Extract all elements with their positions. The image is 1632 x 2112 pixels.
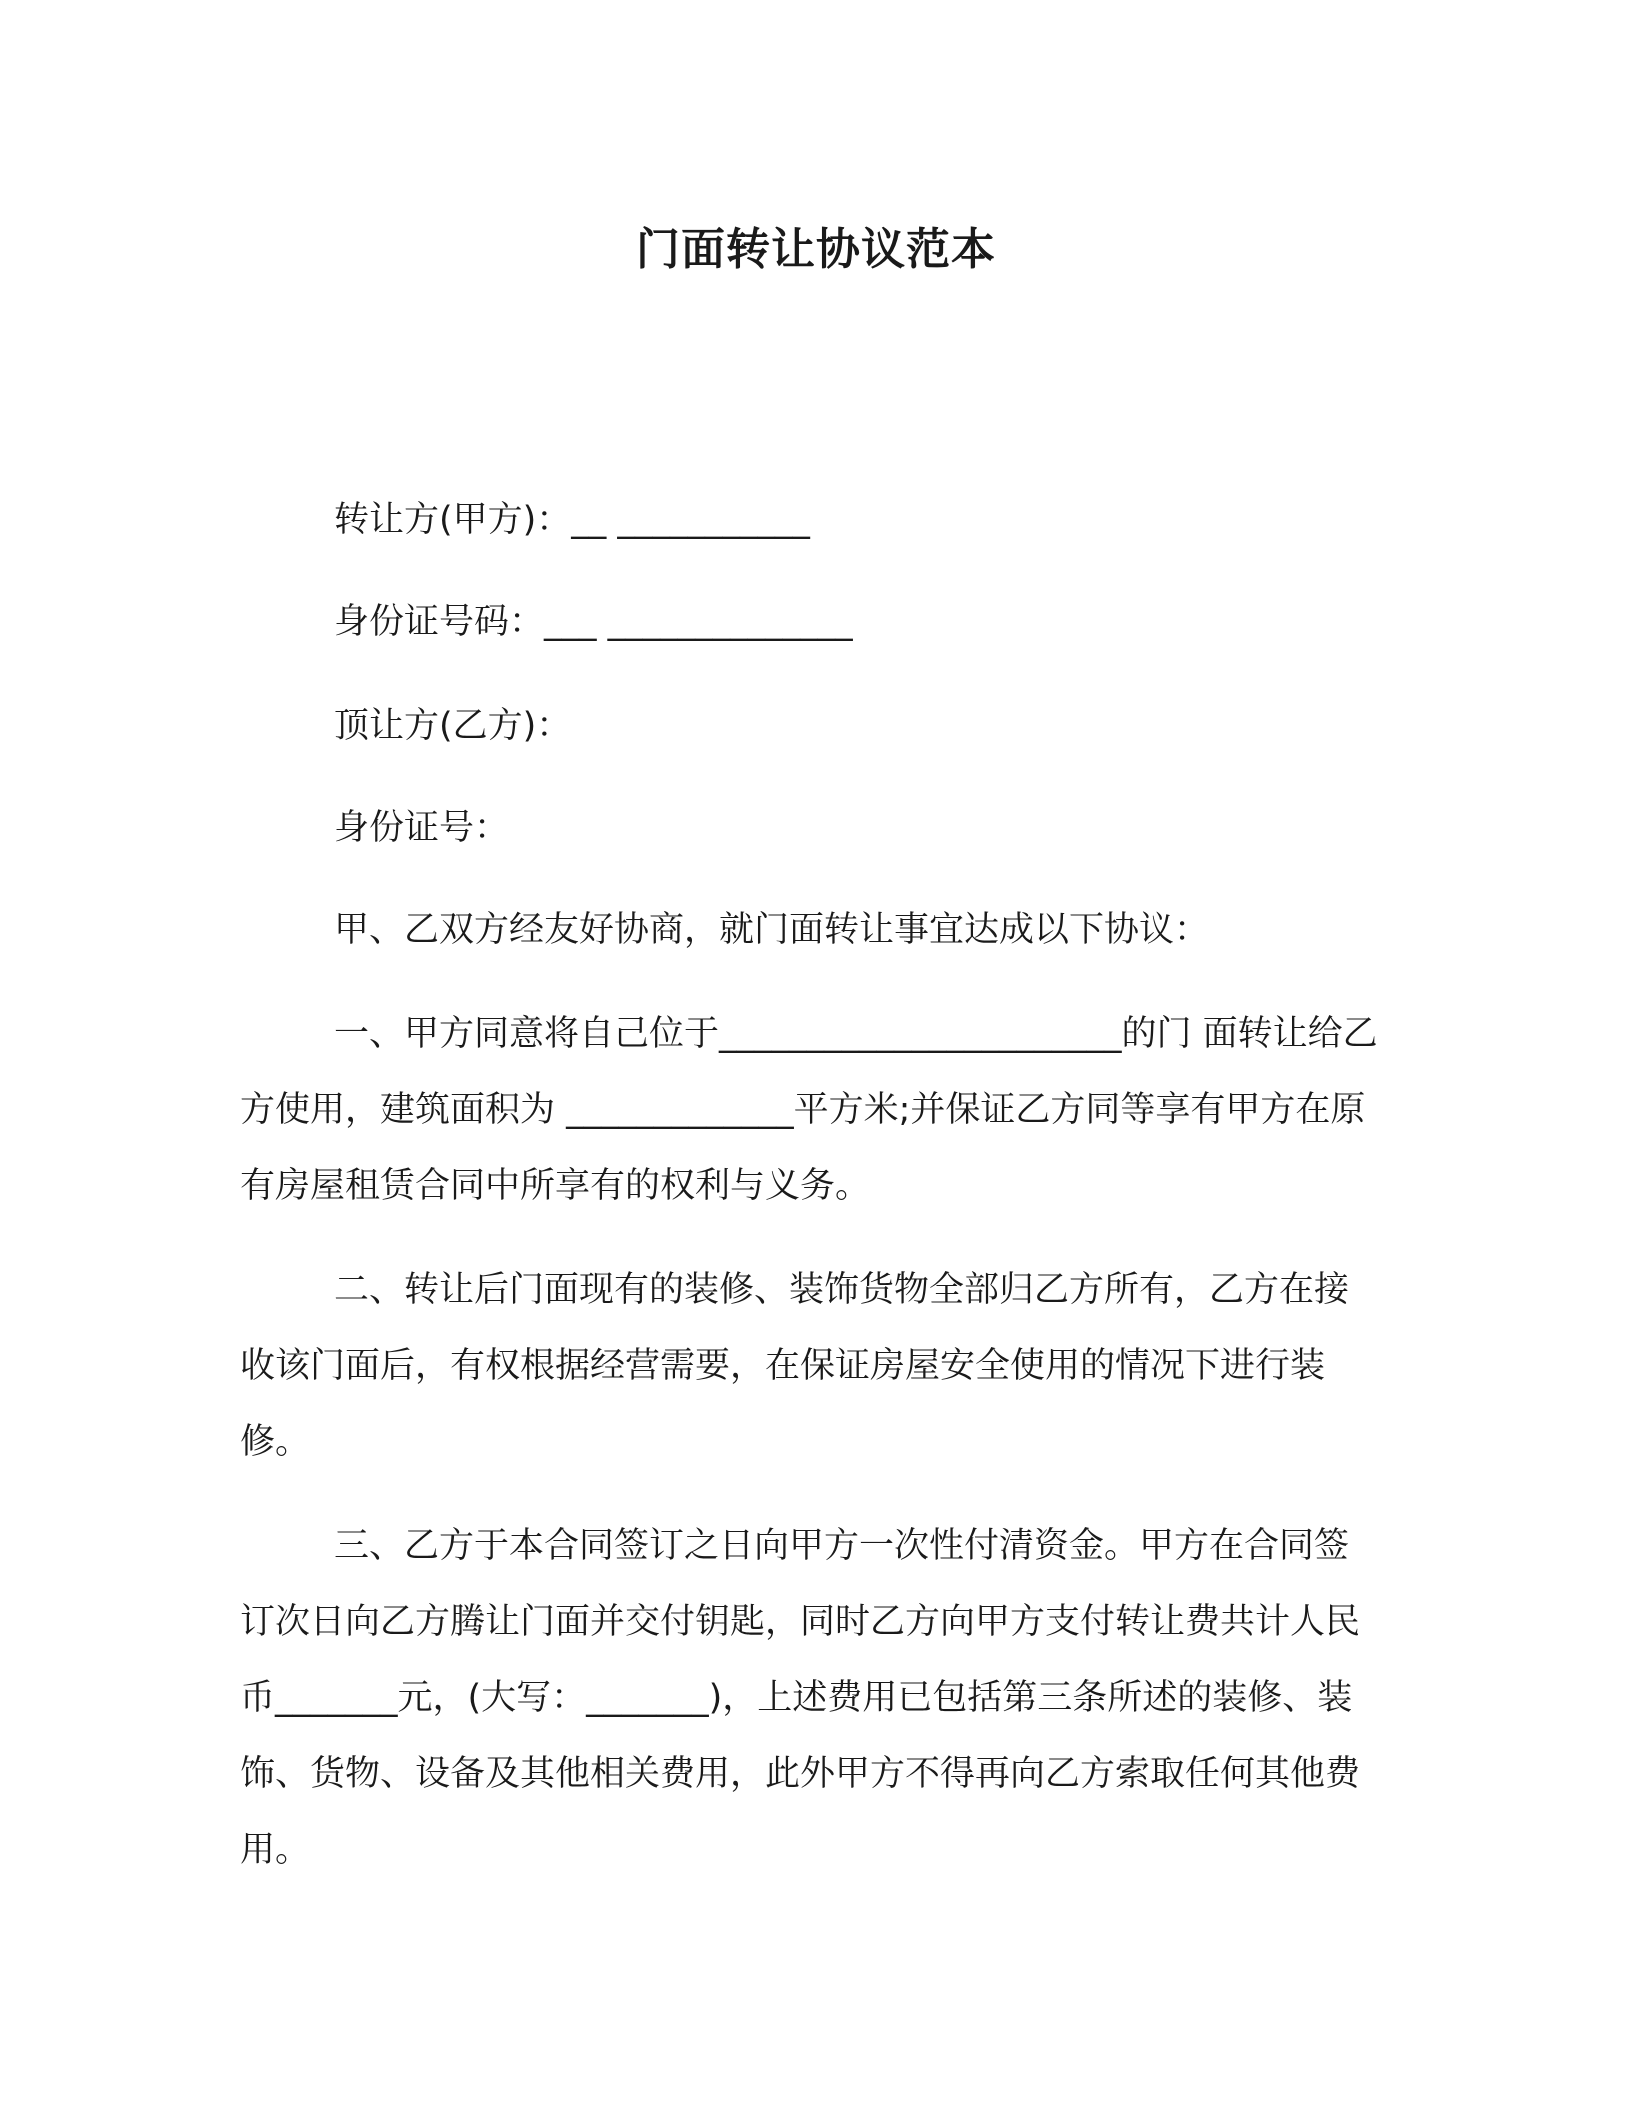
document-title: 门面转让协议范本 xyxy=(636,224,996,275)
clause-one: 一、甲方同意将自己位于_______________________的门 面转让给乙方使用，建筑面积为 _____________平方米;并保证乙方同等享有甲方在原有房屋租赁合同中所享有的权利与义务。 xyxy=(240,1014,1378,1206)
clause-two: 二、转让后门面现有的装修、装饰货物全部归乙方所有，乙方在接收该门面后，有权根据经营需要，在保证房屋安全使用的情况下进行装修。 xyxy=(240,1270,1350,1462)
clause-three: 三、乙方于本合同签订之日向甲方一次性付清资金。甲方在合同签订次日向乙方腾让门面并交付钥匙，同时乙方向甲方支付转让费共计人民币_______元，(大写：_______)，上述费用已包括第三条所述的装修、装饰、货物、设备及其他相关费用，此外甲方不得再向乙方索取任何其他费用。 xyxy=(240,1526,1361,1870)
transferee-field: 顶让方(乙方)： xyxy=(334,706,572,746)
transferor-id-field: 身份证号码：___ ______________ xyxy=(334,602,853,642)
transferee-id-field: 身份证号： xyxy=(334,808,510,848)
intro-paragraph: 甲、乙双方经友好协商，就门面转让事宜达成以下协议： xyxy=(334,910,1210,950)
transferor-field: 转让方(甲方)：__ ___________ xyxy=(334,500,810,540)
